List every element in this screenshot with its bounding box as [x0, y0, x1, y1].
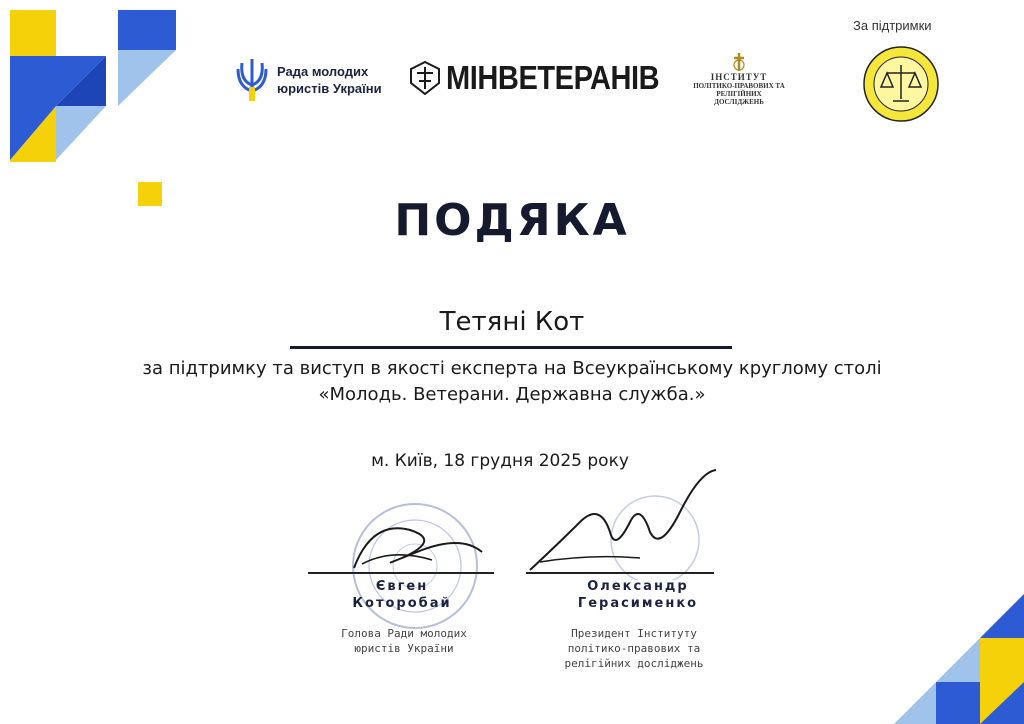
- corner-decoration-bottom-right: [884, 594, 1024, 724]
- signatory-position-right: [536, 626, 732, 671]
- logo-minveteraniv: [410, 58, 688, 98]
- signatory-position-left: [306, 626, 502, 656]
- signature-line-left: [308, 572, 494, 574]
- signatory-last-name: Герасименко: [577, 596, 699, 611]
- scales-seal-icon: [862, 45, 940, 123]
- institute-logo-line3: ДОСЛІДЖЕНЬ: [714, 98, 764, 106]
- place-and-date: м. Київ, 18 грудня 2025 року: [371, 451, 629, 471]
- signatory-last-name: Которобай: [352, 596, 452, 611]
- position-line: політико-правових та: [567, 642, 701, 655]
- position-line: релігійних досліджень: [564, 657, 704, 670]
- ministry-emblem-icon: [410, 61, 440, 95]
- rada-logo-line1: Рада молодих: [277, 64, 369, 79]
- logo-institute: [676, 52, 802, 106]
- reason-line1: за підтримку та виступ в якості експерта на Всеукраїнському круглому столі: [142, 358, 882, 379]
- corner-decoration-top-left: [0, 0, 180, 210]
- signatory-name-left: [310, 578, 494, 612]
- position-line: Голова Ради молодих: [341, 627, 467, 640]
- recipient-name: Тетяні Кот: [439, 307, 585, 337]
- logo-rada-molodykh-yurystiv: [235, 55, 395, 105]
- cross-emblem-icon: [729, 52, 749, 72]
- signature-line-right: [526, 572, 714, 574]
- position-line: Президент Інституту: [571, 627, 697, 640]
- support-label: За підтримки: [853, 18, 932, 33]
- ministry-logo-text: МІНВЕТЕРАНІВ: [446, 59, 660, 96]
- signatory-first-name: Євген: [375, 579, 429, 594]
- recipient-underline: [290, 346, 732, 349]
- signatory-name-right: [540, 578, 736, 612]
- institute-logo-line2: ПОЛІТИКО-ПРАВОВИХ ТА РЕЛІГІЙНИХ: [693, 82, 785, 98]
- rada-logo-line2: юристів України: [277, 81, 382, 96]
- certificate-title: ПОДЯКА: [394, 195, 630, 246]
- certificate-reason: [0, 356, 1024, 408]
- reason-line2: «Молодь. Ветерани. Державна служба.»: [318, 384, 706, 405]
- signature-left: [332, 500, 492, 580]
- signatory-first-name: Олександр: [587, 579, 689, 594]
- trident-icon: [235, 57, 269, 103]
- position-line: юристів України: [354, 642, 454, 655]
- signature-right: [520, 462, 720, 580]
- institute-logo-line1: ІНСТИТУТ: [710, 72, 768, 82]
